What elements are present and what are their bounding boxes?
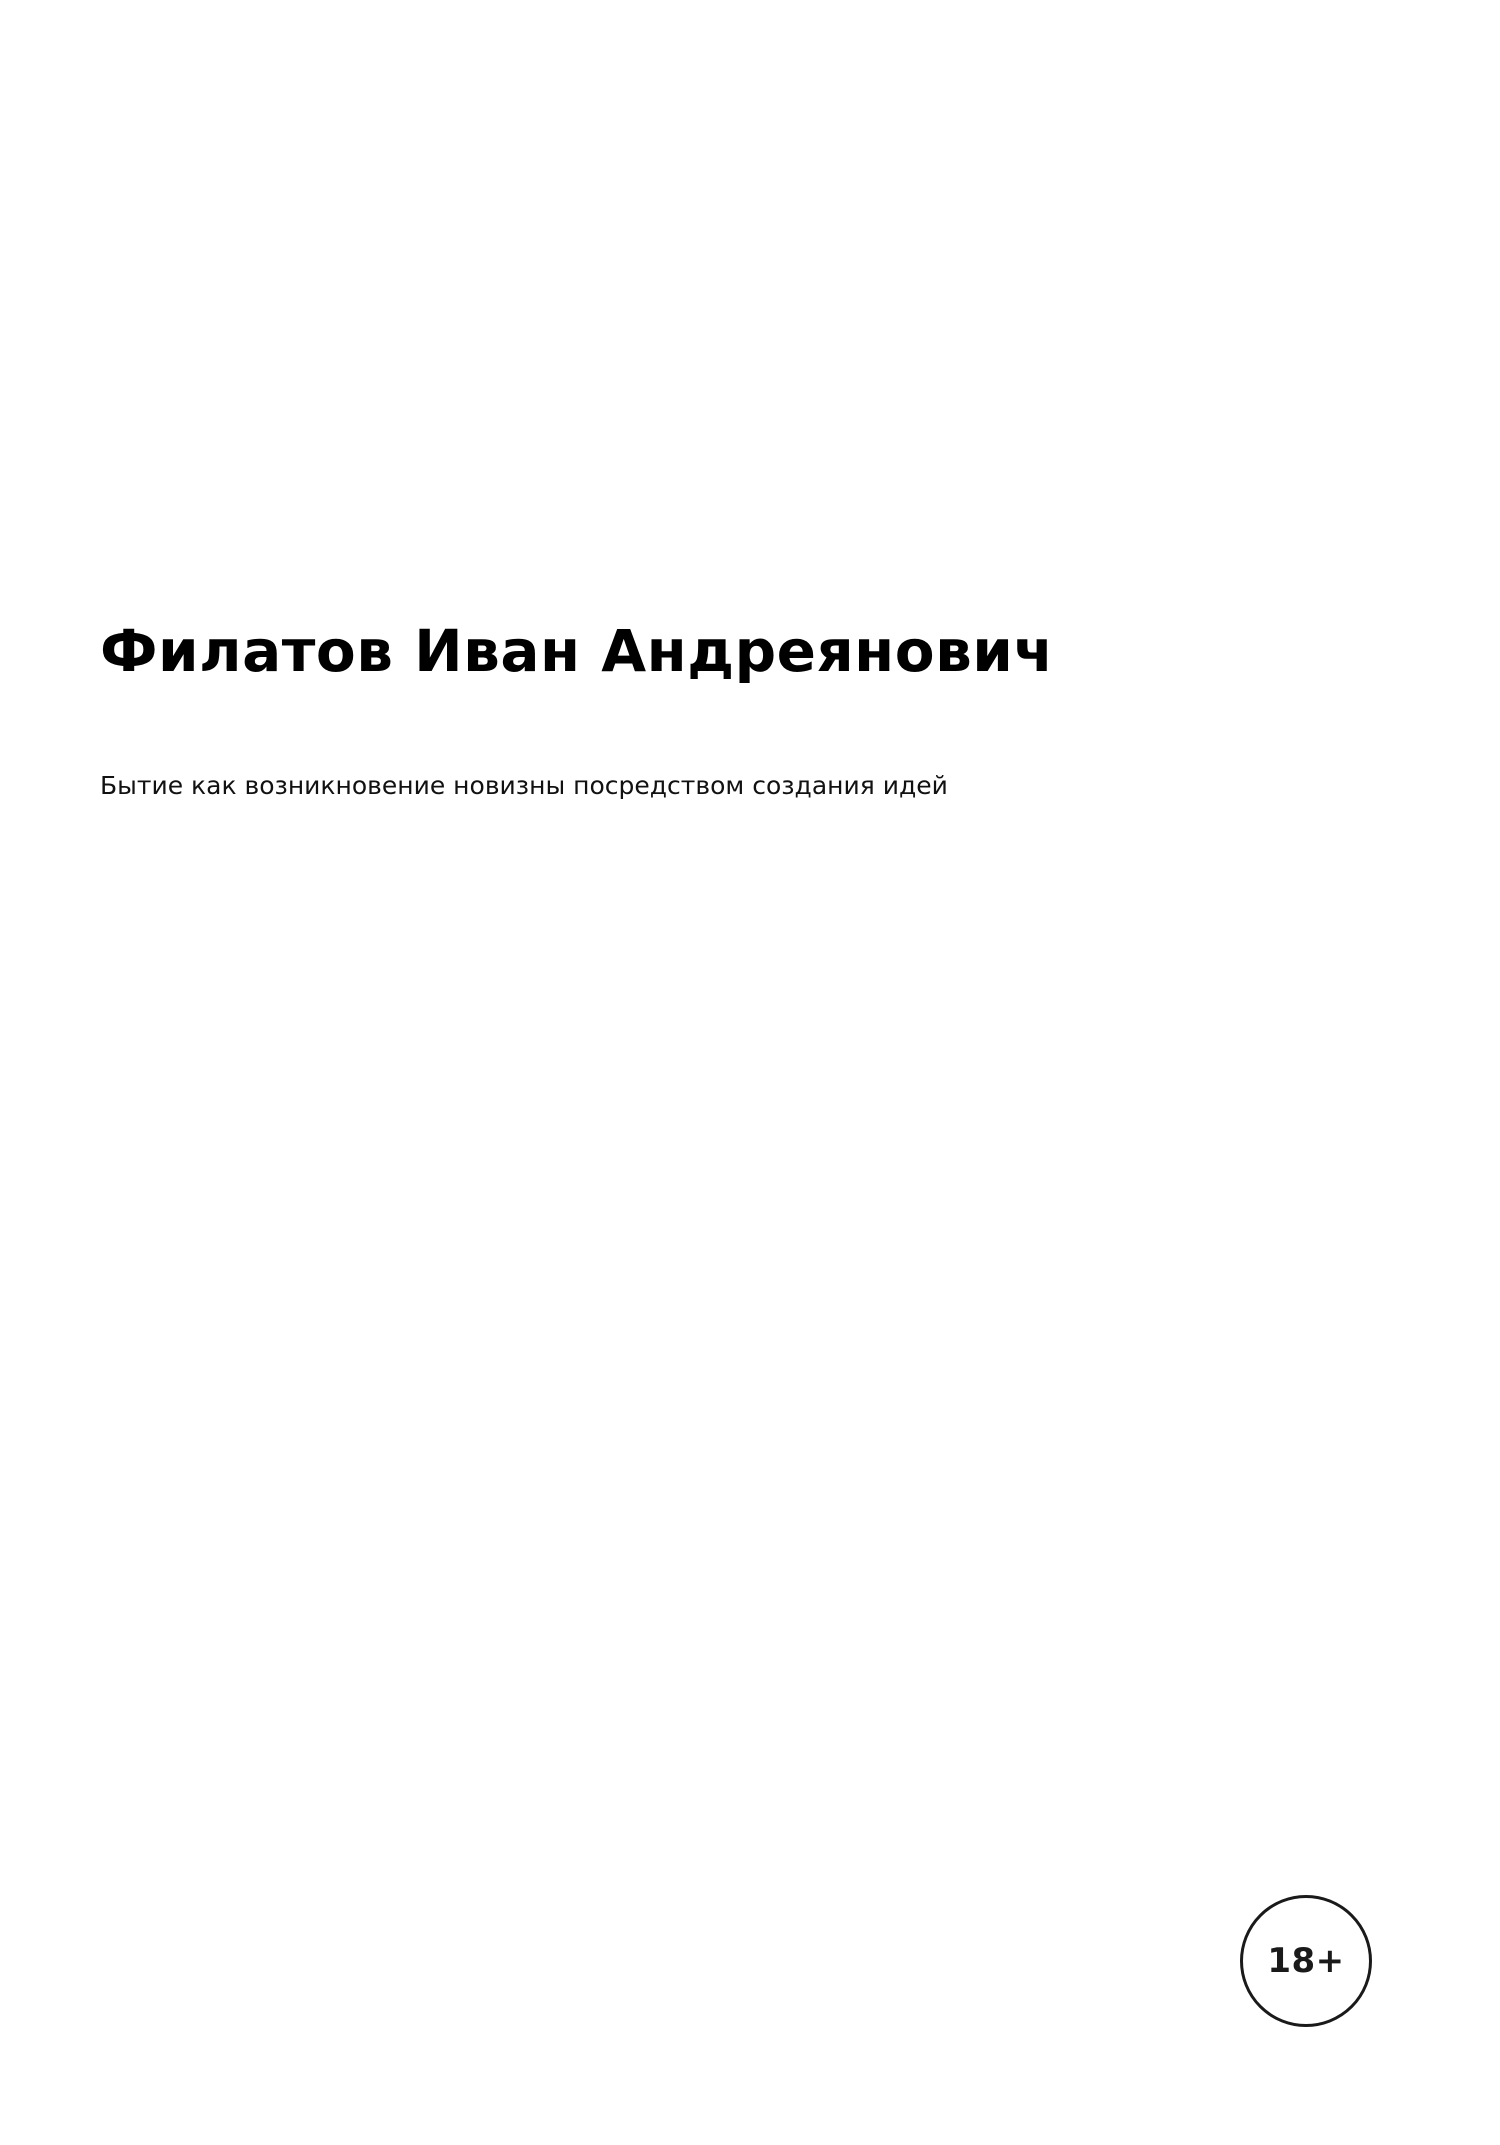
author-name: Филатов Иван Андреянович [100, 617, 1054, 685]
age-rating-label: 18+ [1267, 1941, 1345, 1981]
book-subtitle: Бытие как возникновение новизны посредством создания идей [100, 771, 948, 800]
age-rating-badge [1240, 1895, 1372, 2027]
